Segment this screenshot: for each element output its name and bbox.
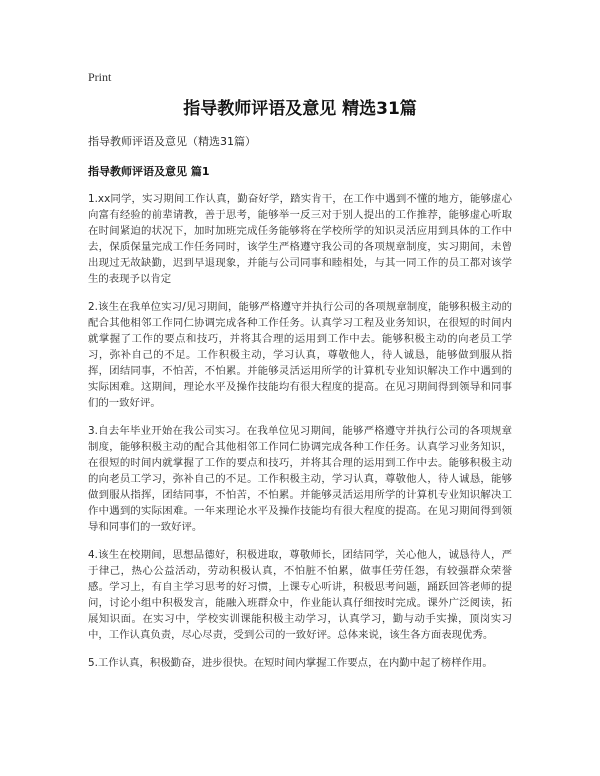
paragraph-4: 4.该生在校期间，思想品德好，积极进取，尊敬师长，团结同学，关心他人，诚恳待人，严于律己，热心公益活动，劳动积极认真，不怕脏不怕累，做事任劳任怨，有较强群众荣誉感。学习上，有自主学习思考的好习惯，上课专心听讲，积极思考问题，踊跃回答老师的提问，讨论小组中积极发言，能融入班群众中，作业能认真仔细按时完成。课外广泛阅读，拓展知识面。在实习中，学校实训课能积极主动学习，认真学习，勤与动手实操，顶岗实习中，工作认真负责，尽心尽责，受到公司的一致好评。总体来说，该生各方面表现优秀。 <box>88 549 512 641</box>
section-heading: 指导教师评语及意见 篇1 <box>88 165 210 178</box>
paragraph-1: 1.xx同学，实习期间工作认真，勤奋好学，踏实肯干，在工作中遇到不懂的地方，能够虚心向富有经验的前辈请教，善于思考，能够举一反三对于别人提出的工作推荐，能够虚心听取在时间紧迫的状况下，加时加班完成任务能够将在学校所学的知识灵活应用到具体的工作中去，保质保量完成工作任务同时，该学生严格遵守我公司的各项规章制度，实习期间，未曾出现过无故缺勤，迟到早退现象，并能与公司同事和睦相处，与其一同工作的员工都对该学生的表现予以肯定 <box>88 193 512 285</box>
paragraph-3: 3.自去年毕业开始在我公司实习。在我单位见习期间，能够严格遵守并执行公司的各项规章制度，能够积极主动的配合其他相邻工作同仁协调完成各种工作任务。认真学习业务知识，在很短的时间内就掌握了工作的要点和技巧，并将其合理的运用到工作中去。能够积极主动的向老员工学习，弥补自己的不足。工作积极主动，学习认真，尊敬他人，待人诚恳，能够做到服从指挥，团结同事，不怕苦，不怕累。并能够灵活运用所学的计算机专业知识解决工作中遇到的实际困难。一年来理论水平及操作技能均有很大程度的提高。在见习期间得到领导和同事们的一致好评。 <box>88 425 512 533</box>
document-title: 指导教师评语及意见 精选31篇 <box>183 99 417 119</box>
paragraph-5: 5.工作认真，积极勤奋，进步很快。在短时间内掌握工作要点，在内勤中起了榜样作用。 <box>88 657 493 669</box>
document-subtitle: 指导教师评语及意见（精选31篇） <box>88 135 256 148</box>
paragraph-2: 2.该生在我单位实习/见习期间，能够严格遵守并执行公司的各项规章制度，能够积极主动的配合其他相邻工作同仁协调完成各种工作任务。认真学习工程及业务知识，在很短的时间内就掌握了工作的要点和技巧，并将其合理的运用到工作中去。能够积极主动的向老员工学习，弥补自己的不足。工作积极主动，学习认真，尊敬他人，待人诚恳，能够做到服从指挥，团结同事，不怕苦，不怕累。并能够灵活运用所学的计算机专业知识解决工作中遇到的实际困难。这期间，理论水平及操作技能均有很大程度的提高。在见习期间得到领导和同事们的一致好评。 <box>88 301 512 409</box>
print-label: Print <box>88 70 112 84</box>
